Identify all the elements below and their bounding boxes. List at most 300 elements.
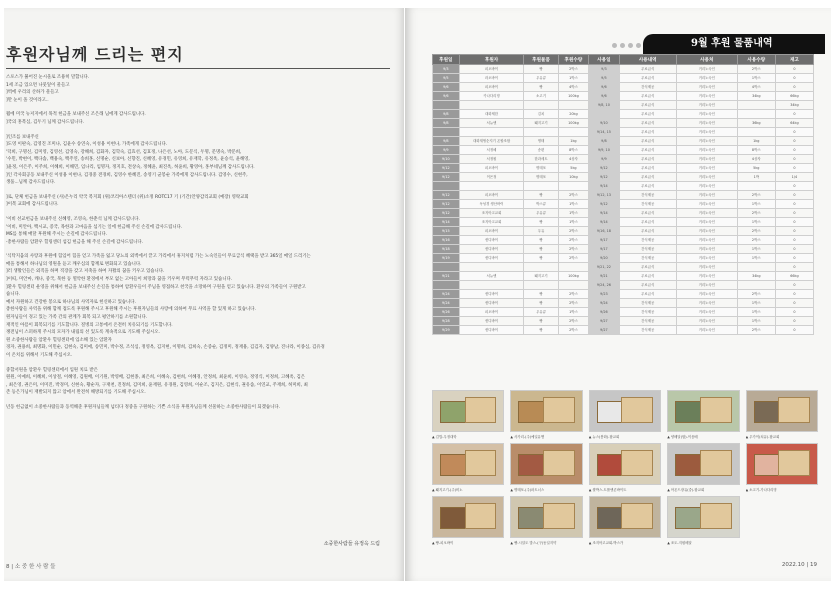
table-cell: 9/12 [433, 200, 460, 209]
table-cell: 66kg [775, 92, 813, 101]
letter-line: 쟁전님이 스퍼하게 주시의 모자가 내림의 선 있도록 계속적으로 기도해 주십시오. [6, 330, 160, 336]
table-cell: 9/14 [589, 209, 619, 218]
table-cell: 퀸디바이 [459, 326, 524, 335]
table-cell: 0 [775, 110, 813, 119]
table-cell: 1박스 [558, 74, 588, 83]
table-cell: 100kg [558, 92, 588, 101]
letter-line: 원자님들이 경고 있는 가족 간의 관계가 회복 되고 평안하기를 소원합니다. [6, 315, 148, 321]
table-cell [433, 101, 460, 110]
table-row [433, 263, 814, 272]
table-cell: 9/24 [433, 290, 460, 299]
table-cell: 무료급식 [619, 209, 676, 218]
paragraph-gap [6, 104, 392, 111]
table-cell: 무료급식 [619, 173, 676, 182]
table-cell: 1/4 [775, 173, 813, 182]
table-cell: 빵 [524, 290, 558, 299]
table-row [433, 227, 814, 236]
table-cell: 카나다리빙 [459, 92, 524, 101]
table-cell: 간식제공 [619, 191, 676, 200]
table-cell: 0 [775, 74, 813, 83]
table-cell: 9/19 [433, 254, 460, 263]
table-cell: 1박스 [737, 200, 775, 209]
table-cell: 9/5 [433, 74, 460, 83]
table-row [433, 146, 814, 155]
table-cell: 9/27 [589, 326, 619, 335]
table-cell: 간식제공 [619, 200, 676, 209]
table-cell: 거리노숙인 [676, 299, 737, 308]
letter-line: ]국의 홍복심, 김두기 님께 감사드립니다. [6, 119, 84, 125]
letter-title: 후원자님께 드리는 편지 [6, 45, 184, 64]
table-row [433, 119, 814, 128]
paragraph-gap [6, 397, 392, 404]
photo-item-shape [465, 397, 497, 423]
table-cell: 9/12 [589, 173, 619, 182]
table-cell: 빵 [524, 317, 558, 326]
table-cell: 거리노숙인 [676, 155, 737, 164]
table-cell: 무료급식 [619, 272, 676, 281]
table-row [433, 317, 814, 326]
donation-photo-item [667, 390, 739, 439]
photo-caption: ▲ 쌀박스-트롤앤콘바이트 [588, 488, 627, 492]
table-cell: 거리노숙인 [676, 182, 737, 191]
table-cell: 빵 [524, 65, 558, 74]
letter-line: ]이띠, 미안마, 캐나, 중국, 북한 등 열악한 환경에서 부모 없는 고아들이 희망과 꿈을 키우며 무럭무럭 자라고 있습니다. [6, 277, 233, 283]
table-cell: 0 [775, 218, 813, 227]
photo-caption: ▲ 사가리-(주)예일유엔 [510, 435, 545, 439]
table-header-cell: 재고 [775, 55, 813, 65]
table-header-cell: 사용일 [589, 55, 619, 65]
donation-photo [510, 390, 582, 432]
table-cell: 무료급식 [619, 128, 676, 137]
table-cell: 4박스 [558, 83, 588, 92]
table-cell: 거리노숙인 [676, 128, 737, 137]
table-row [433, 326, 814, 335]
table-cell: 9/21, 22 [589, 263, 619, 272]
table-cell: 9/15 [433, 227, 460, 236]
table-cell: 우유류 [524, 209, 558, 218]
table-cell: 퀸디바이 [459, 317, 524, 326]
table-cell: 0 [775, 299, 813, 308]
table-cell: 우유 [524, 227, 558, 236]
letter-line: 존 등은가님이 재발되지 않고 암에서 완전히 해방되기를 기도해 주십시오. [6, 390, 146, 396]
table-cell: 무료급식 [619, 137, 676, 146]
table-cell: 0 [775, 146, 813, 155]
donation-photo-item [510, 390, 582, 439]
table-cell: 2박스 [737, 236, 775, 245]
table-cell: 9/8 [433, 110, 460, 119]
table-cell: 5kg [737, 164, 775, 173]
paragraph-gap [6, 246, 392, 253]
table-cell: 2박스 [558, 227, 588, 236]
table-cell [524, 263, 558, 272]
table-cell: 빵 [524, 236, 558, 245]
page-footer-left: 8 | 소 중 한 사 람 들 [6, 564, 56, 570]
letter-line: 경자, 권용희, 최명화, 이민순, 김현숙, 김미애, 송민미, 박수정, 조석심, 정영옥, 김지현, 이명희, 김희숙, 손증순, 김정미, 정재용, 김김자, 김양남, 진나라, 이종심, 김유경 [6, 345, 325, 351]
table-cell [558, 281, 588, 290]
donation-photo-item [589, 390, 661, 439]
table-cell: 0 [775, 200, 813, 209]
table-cell: 2박스 [558, 65, 588, 74]
table-cell: 0 [775, 227, 813, 236]
table-cell: 9/24, 26 [589, 281, 619, 290]
photo-caption: ▲ 조지아고교회-박스가 [588, 541, 624, 545]
table-cell: 9/16, 18 [589, 227, 619, 236]
letter-line: ]윤정, 이은주, 이주희, 이혜희, 이해민, 임나리, 임명자, 정지호, 전상숙, 정혜윤, 최진옥, 허윤희, 황영아, 홍부네님께 감사드립니다. [6, 164, 255, 170]
table-cell: 거리노숙인 [676, 227, 737, 236]
table-cell: 2박스 [737, 191, 775, 200]
table-row [433, 101, 814, 110]
table-cell: 거리노숙인 [676, 209, 737, 218]
table-cell [524, 128, 558, 137]
table-cell: 9/12 [433, 164, 460, 173]
table-cell: 2박스 [558, 317, 588, 326]
table-cell: 간식제공 [619, 245, 676, 254]
donation-photo [589, 443, 661, 485]
table-cell: 거리노숙인 [676, 308, 737, 317]
table-row [433, 308, 814, 317]
table-header-cell: 후원수량 [558, 55, 588, 65]
table-row [433, 83, 814, 92]
table-cell: 한과세트 [524, 155, 558, 164]
photo-item-shape [700, 503, 732, 529]
table-cell: 9/9, 10 [589, 146, 619, 155]
table-cell [433, 263, 460, 272]
table-cell: 2박스 [558, 299, 588, 308]
table-cell: 퀸디바이 [459, 299, 524, 308]
letter-line: ]로, 단체 헌금을 보내주신 (사)온누리 약국 복지회 (위)코리아스텐더 (위)소정 ROTC17 기 (기간)안양감리교회 (예장) 영락교회 [6, 194, 249, 200]
photo-caption: ▲ 돼지고기-(주)비노 [432, 488, 463, 492]
letter-line: '이비 선교헌금을 보내주신 신혜영, 조영숙, 한춘석 님께 감사드립니다. [6, 216, 140, 222]
table-cell: 거리노숙인 [676, 164, 737, 173]
table-cell: 0 [775, 263, 813, 272]
letter-line: ]만 눈이 올 것이라고.. [6, 97, 49, 103]
table-cell [737, 281, 775, 290]
table-cell: 피오바이 [459, 308, 524, 317]
table-cell: 9/12, 13 [589, 191, 619, 200]
table-cell: 우유류 [524, 308, 558, 317]
photo-item-shape [543, 397, 575, 423]
table-cell: 1박스 [737, 245, 775, 254]
table-row [433, 182, 814, 191]
table-cell: 거리노숙인 [676, 92, 737, 101]
donation-photo [589, 390, 661, 432]
table-cell: 66kg [775, 272, 813, 281]
table-cell: 간식제공 [619, 299, 676, 308]
table-cell: 거리노숙인 [676, 83, 737, 92]
table-cell: 2박스 [558, 191, 588, 200]
table-cell: 거리노숙인 [676, 281, 737, 290]
table-cell: 34kg [737, 92, 775, 101]
table-header-cell: 후원물품 [524, 55, 558, 65]
letter-line: ]인 각사회공동 보내주신 이성용 이현나, 김경중 전경희, 김영수 한혜진, 송영기 균봉순 가족에게 감사드립니다. 김영수, 신현주, [6, 172, 248, 178]
table-cell: 거리노숙인 [676, 254, 737, 263]
donation-photo [589, 496, 661, 538]
title-divider [6, 68, 390, 69]
paragraph-gap [6, 187, 392, 194]
table-cell: 거리노숙인 [676, 191, 737, 200]
photo-caption: ▲ 빵-피오바이 [432, 541, 454, 545]
table-cell [433, 128, 460, 137]
table-cell: 1박스 [558, 218, 588, 227]
table-cell: 1kg [737, 137, 775, 146]
table-cell: 0 [775, 191, 813, 200]
table-cell: 100kg [558, 272, 588, 281]
table-cell: 거리노숙인 [676, 110, 737, 119]
letter-line: ]벽에 우리의 산하가 물들고 [6, 90, 59, 96]
table-cell: 0 [775, 209, 813, 218]
table-cell: 조지아고교회 [459, 218, 524, 227]
table-cell: 박스류 [524, 200, 558, 209]
donation-photo-item [589, 496, 661, 545]
table-row [433, 191, 814, 200]
table-cell: 9/12 [433, 209, 460, 218]
table-cell [524, 182, 558, 191]
table-cell: 20kg [558, 110, 588, 119]
photo-caption: ▲ 아몬드장유(중)-합교회 [667, 488, 705, 492]
table-cell: 1박스 [737, 254, 775, 263]
table-row [433, 164, 814, 173]
photo-grid [432, 390, 818, 545]
letter-line: 예서 자원하고 건강한 봉으로 하나님의 사역자로 헌신하고 있습니다. [6, 299, 136, 305]
table-cell: 9/6 [433, 92, 460, 101]
table-cell: 무료급식 [619, 119, 676, 128]
table-cell: 피오바이 [459, 65, 524, 74]
table-cell: 거리노숙인 [676, 173, 737, 182]
letter-line: 생품...님께 감사드립니다. [6, 180, 56, 186]
letter-line: '수민, 박현이, 백다솜, 백용숙, 백주연, 송희홍, 신명순, 신보아, 신향진, 신혜영, 유경민, 유영희, 유재학, 유정옥, 윤승석, 윤해영, [6, 157, 250, 163]
table-cell: 9/26 [589, 308, 619, 317]
table-cell: 34kg [775, 101, 813, 110]
table-cell: 2박스 [737, 65, 775, 74]
table-cell: 피오바이 [459, 83, 524, 92]
donation-photo-item [746, 390, 818, 439]
donation-photo-item [432, 496, 504, 545]
table-cell: 서뉴앤 [459, 119, 524, 128]
table-cell: 2박스 [737, 326, 775, 335]
photo-item-shape [778, 450, 810, 476]
donation-photo-item [510, 496, 582, 545]
table-cell: 무료급식 [619, 155, 676, 164]
table-cell: 무료급식 [619, 164, 676, 173]
table-cell: 9/27 [589, 317, 619, 326]
photo-item-shape [700, 450, 732, 476]
letter-line: 원 소중한사람들 암환우 힐링센터에 입소해 있는 암환자 [6, 337, 112, 343]
donation-photo [746, 443, 818, 485]
table-cell: 무료급식 [619, 146, 676, 155]
table-cell: 라오바이 [459, 74, 524, 83]
photo-item-shape [543, 450, 575, 476]
letter-line: 중합서원을 암환우 힐링센터에서 입원 치료 받은 [6, 367, 98, 373]
table-cell [524, 281, 558, 290]
table-cell: 1박스 [737, 308, 775, 317]
table-header-cell: 사용내역 [619, 55, 676, 65]
donation-photo [432, 443, 504, 485]
donation-photo [667, 390, 739, 432]
table-row [433, 128, 814, 137]
table-cell: 무료급식 [619, 227, 676, 236]
table-cell: 거리노숙인 [676, 263, 737, 272]
donation-photo [667, 443, 739, 485]
table-cell: 피오바이 [459, 191, 524, 200]
table-cell: 조지아고교회 [459, 209, 524, 218]
table-cell: 거리노숙인 [676, 200, 737, 209]
table-cell: 김치 [524, 110, 558, 119]
table-cell: 34kg [737, 272, 775, 281]
letter-line: 스포스가 붉어진 눈시울로 조용히 말합니다. [6, 75, 90, 80]
table-cell: 9/16 [433, 236, 460, 245]
donation-banner-title: 9월 후원 물품내역 [643, 34, 825, 54]
table-row [433, 173, 814, 182]
table-cell: 돼지고기 [524, 119, 558, 128]
table-cell: 우유류 [524, 74, 558, 83]
letter-line: 습니다. [6, 292, 21, 298]
table-cell [558, 128, 588, 137]
table-cell: 2박스 [558, 245, 588, 254]
table-cell: 0 [775, 164, 813, 173]
table-cell: 1박스 [737, 74, 775, 83]
table-cell: 빵 [524, 254, 558, 263]
photo-item-shape [465, 450, 497, 476]
letter-line: '식탁지움의 사랑과 후원에 힘입어 힘을 얻고 가족을 잃고 당뇨의 외벽에서 끝고 가리에서 휴지처럼 가는 노숙인들이 무료급식 혜택을 받고 365일 매일 드리기는 [6, 254, 311, 260]
letter-line: 원원, 이예희, 이혜희, 이상철, 이혜영, 김원배, 이기원, 박영배, 김현종, 최은희, 이혜숙, 김현희, 이혜경, 안정희, 최윤희, 이영숙, 정영식, 이정희, 고혜옥, 김은 [6, 375, 306, 381]
table-cell: 1kg [558, 137, 588, 146]
table-row [433, 281, 814, 290]
table-cell: 9/26 [433, 308, 460, 317]
letter-line: 년동 헌금없이 소중한사람들과 동역해준 후원자님들께 넘티다 정중을 구원하는 기쁜 소식을 후원자님들께 선물하는 소중한사람들이 되겠습니다. [6, 404, 281, 410]
table-row [433, 65, 814, 74]
letter-line: 월에 미국 뉴저지에서 목적 헌금을 보내주신 조은래 님에게 감사드립니다. [6, 112, 146, 118]
table-cell: 4상자 [737, 155, 775, 164]
table-row [433, 245, 814, 254]
table-cell: 10kg [558, 173, 588, 182]
table-cell: 0 [775, 65, 813, 74]
donation-photo-item [746, 443, 818, 492]
table-row [433, 74, 814, 83]
table-cell: 퀸디바이 [459, 236, 524, 245]
table-cell: 9/8 [433, 137, 460, 146]
table-cell: 명태포 [524, 164, 558, 173]
table-header-cell: 사용처 [676, 55, 737, 65]
letter-line: ]이복 교회에 감사드립니다. [6, 202, 59, 208]
table-cell: 64kg [775, 119, 813, 128]
table-cell: 2박스 [558, 326, 588, 335]
table-cell: 9/14 [433, 218, 460, 227]
table-cell: 9/17 [589, 236, 619, 245]
table-cell: 서뉴앤 [459, 272, 524, 281]
table-cell: 9/24 [433, 299, 460, 308]
table-row [433, 200, 814, 209]
letter-line: , 최은영, 권은미, 이미진, 박경미, 신현숙, 황순자, 구재천, 진정희, 김미희, 윤재원, 유경원, 김영희, 이순조, 김지은, 김현식, 권유솜, 이연교, 주재희, 허미희, 최 [6, 382, 308, 388]
table-cell: 거리노숙인 [676, 272, 737, 281]
table-cell: 퀸디바이 [459, 254, 524, 263]
table-row [433, 209, 814, 218]
table-cell: 2박스 [558, 290, 588, 299]
donation-photo [746, 390, 818, 432]
table-cell: 0 [775, 137, 813, 146]
letter-line: ]인조를 보내주신 [6, 134, 39, 140]
donation-photo [510, 443, 582, 485]
table-cell: 간식제공 [619, 236, 676, 245]
table-cell: 거리노숙인 [676, 218, 737, 227]
table-cell: 0 [775, 281, 813, 290]
table-cell: 0 [775, 254, 813, 263]
table-cell [459, 263, 524, 272]
table-cell: 1박스 [558, 308, 588, 317]
table-cell: 거리노숙인 [676, 146, 737, 155]
table-row [433, 92, 814, 101]
table-cell: 9/3 [589, 65, 619, 74]
table-cell [459, 281, 524, 290]
table-cell: 명태포 [524, 173, 558, 182]
table-cell: 9/14 [589, 218, 619, 227]
table-cell: 2박스 [737, 290, 775, 299]
table-cell: 빵 [524, 245, 558, 254]
table-cell [737, 128, 775, 137]
table-cell [737, 101, 775, 110]
table-cell: 9/18 [433, 245, 460, 254]
table-cell [524, 101, 558, 110]
table-cell: 무료급식 [619, 92, 676, 101]
table-cell: 0 [775, 308, 813, 317]
photo-item-shape [465, 503, 497, 529]
table-cell: 2박스 [558, 236, 588, 245]
photo-item-shape [543, 503, 575, 529]
table-row [433, 290, 814, 299]
table-cell: 서정원 [459, 155, 524, 164]
photo-caption: ▲ 뉴스(봉화)-합교회 [588, 435, 620, 439]
table-cell [433, 281, 460, 290]
table-cell: 소고기 [524, 92, 558, 101]
table-cell: 간식제공 [619, 83, 676, 92]
table-cell: 대화제한 [459, 110, 524, 119]
table-row [433, 254, 814, 263]
table-cell: 퀸디바이 [459, 290, 524, 299]
letter-body [6, 74, 392, 412]
table-cell: 8박스 [558, 146, 588, 155]
table-row [433, 236, 814, 245]
donation-photo-item [589, 443, 661, 492]
table-cell: 무료급식 [619, 101, 676, 110]
table-cell [737, 263, 775, 272]
photo-caption: ▲ 빵-시알도 밥스-(구)동일지약 [510, 541, 557, 545]
table-cell [433, 182, 460, 191]
letter-line: ]러 생활인들은 외직을 하며 직장을 갖고 저축을 하여 자활의 꿈을 키우고 있습니다. [6, 269, 165, 275]
table-cell: 4박스 [737, 83, 775, 92]
table-cell: 9/10 [433, 155, 460, 164]
table-cell: 2박스 [558, 254, 588, 263]
letter-line: 1세 조금 있으면 나뭇잎이 물들고 [6, 82, 70, 88]
table-cell: 간식제공 [619, 308, 676, 317]
table-cell: 거리노숙인 [676, 317, 737, 326]
table-cell: 간식제공 [619, 326, 676, 335]
table-cell: 간식제공 [619, 254, 676, 263]
table-cell: 퀸디바이 [459, 245, 524, 254]
page-footer-right: 2022.10 | 19 [781, 562, 817, 568]
left-page [4, 8, 404, 581]
table-cell [558, 263, 588, 272]
table-cell: 8박스 [737, 146, 775, 155]
table-cell: 0 [775, 236, 813, 245]
table-cell: 9/6 [433, 83, 460, 92]
table-cell [558, 182, 588, 191]
table-row [433, 155, 814, 164]
table-cell [737, 182, 775, 191]
table-cell: 무료급식 [619, 281, 676, 290]
table-cell: 9/3 [433, 65, 460, 74]
letter-line: MS를 통해 매달 후원해 주시는 손길에 감사드립니다. [6, 232, 108, 238]
table-cell: 9/12 [433, 191, 460, 200]
photo-caption: ▲ 우가이(치유)-합교회 [745, 435, 780, 439]
